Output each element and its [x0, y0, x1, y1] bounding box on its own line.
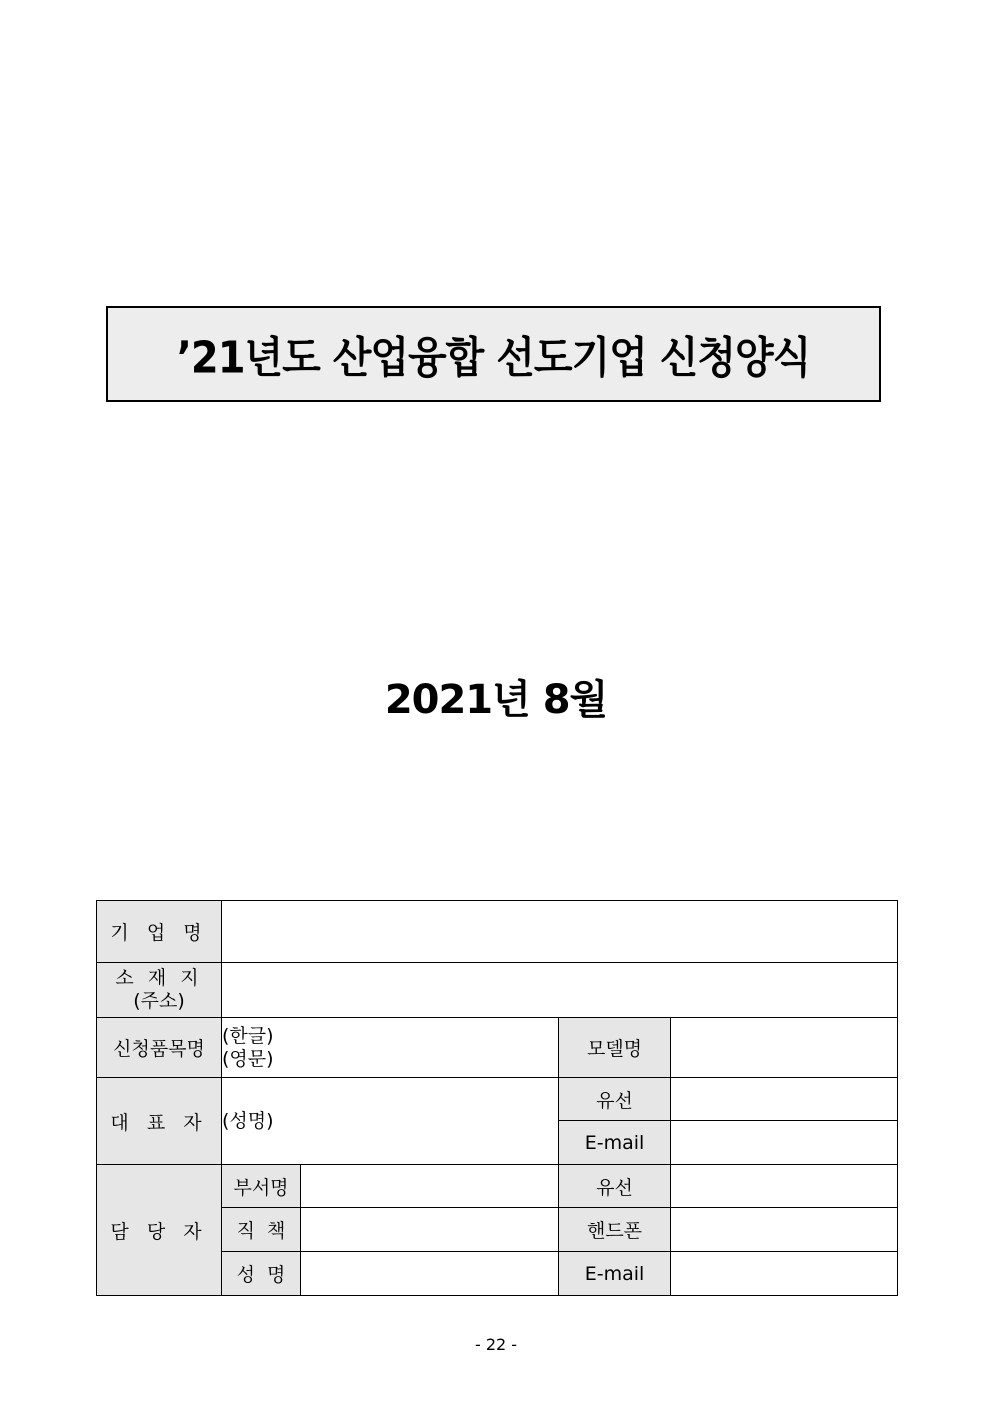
ceo-phone-label: 유선 — [559, 1078, 671, 1121]
company-name-field[interactable] — [222, 901, 898, 963]
company-name-label: 기 업 명 — [97, 901, 222, 963]
position-field[interactable] — [301, 1208, 559, 1252]
application-form-table — [96, 900, 898, 1296]
contact-phone-field[interactable] — [671, 1165, 898, 1208]
address-label-line1: 소 재 지 — [115, 967, 203, 989]
contact-phone-label: 유선 — [559, 1165, 671, 1208]
document-title: ’21년도 산업융합 선도기업 신청양식 — [176, 332, 811, 383]
document-date: 2021년 8월 — [384, 677, 608, 723]
contact-mobile-field[interactable] — [671, 1208, 898, 1252]
contact-email-field[interactable] — [671, 1252, 898, 1296]
row-company-name — [97, 901, 898, 963]
row-address — [97, 963, 898, 1018]
page-number: - 22 - — [474, 1335, 518, 1354]
product-label: 신청품목명 — [97, 1018, 222, 1078]
ceo-name-field[interactable]: (성명) — [222, 1078, 559, 1165]
ceo-email-field[interactable] — [671, 1121, 898, 1165]
ceo-email-label: E-mail — [559, 1121, 671, 1165]
ceo-phone-field[interactable] — [671, 1078, 898, 1121]
model-field[interactable] — [671, 1018, 898, 1078]
row-ceo-1 — [97, 1078, 898, 1121]
dept-field[interactable] — [301, 1165, 559, 1208]
ceo-label: 대 표 자 — [97, 1078, 222, 1165]
address-label-line2: (주소) — [133, 990, 185, 1012]
model-label: 모델명 — [559, 1018, 671, 1078]
name-label: 성 명 — [222, 1252, 301, 1296]
address-field[interactable] — [222, 963, 898, 1018]
row-product — [97, 1018, 898, 1078]
contact-email-label: E-mail — [559, 1252, 671, 1296]
contact-mobile-label: 핸드폰 — [559, 1208, 671, 1252]
product-english-hint: (영문) — [222, 1047, 274, 1070]
contact-label: 담 당 자 — [97, 1165, 222, 1296]
product-name-field[interactable] — [222, 1018, 559, 1078]
address-label — [97, 963, 222, 1018]
row-contact-1 — [97, 1165, 898, 1208]
position-label: 직 책 — [222, 1208, 301, 1252]
product-korean-hint: (한글) — [222, 1024, 274, 1047]
dept-label: 부서명 — [222, 1165, 301, 1208]
name-field[interactable] — [301, 1252, 559, 1296]
title-box — [106, 306, 881, 402]
